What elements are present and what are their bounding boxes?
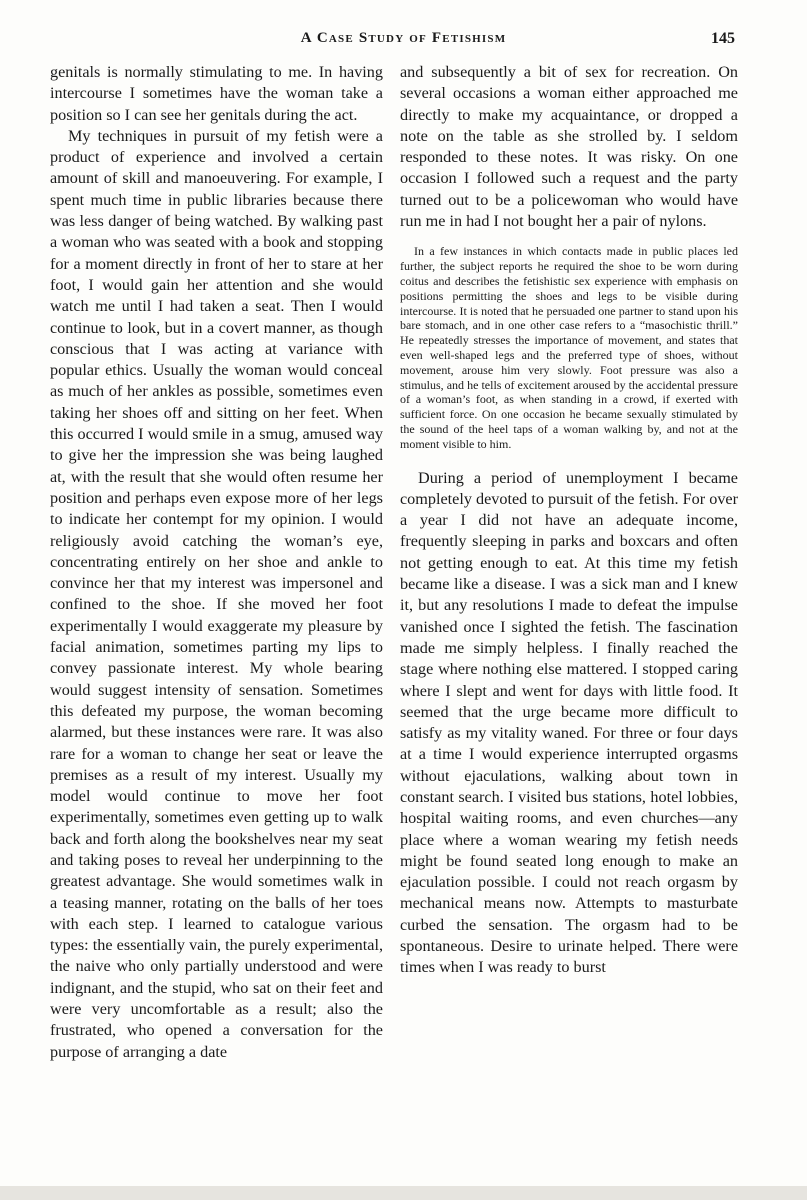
page-bottom-edge (0, 1186, 807, 1200)
left-paragraph-1: genitals is normally stimulating to me. In having intercourse I sometimes have the woman take a position so I can see her genitals during the act. (50, 63, 383, 124)
left-paragraph-2: My techniques in pursuit of my fetish were a product of experience and involved a certain amount of skill and manoeuvering. For example, I spent much time in public libraries because there was less danger of being watched. By walking past a woman who was seated with a book and stopping for a moment directly in front of her to stare at her foot, I would gain her attention and she would watch me until I had taken a seat. Then I would continue to look, but in a covert manner, as though conscious that I was acting at variance with popular ethics. Usually the woman would conceal as much of her ankles as possible, sometimes even taking her shoes off and sitting on her feet. When this occurred I would smile in a smug, amused way to give her the impression she was being laughed at, with the result that she would often resume her position and perhaps even expose more of her legs to indicate her contempt for my opinion. I would religiously avoid catching the woman’s eye, concentrating entirely on her shoe and ankle to convince her that my interest was impersonel and confined to the shoe. If she moved her foot experimentally I would exaggerate my pleasure by facial animation, sometimes parting my lips to convey passionate interest. My whole bearing would suggest intensity of sensation. Sometimes this defeated my purpose, the woman becoming alarmed, but these instances were rare. It was also rare for a woman to change her seat or leave the premises as a result of my interest. Usually my model would continue to move her foot experimentally, sometimes even getting up to walk back and forth along the bookshelves near my seat and taking poses to reveal her underpinning to the greatest advantage. She would sometimes walk in a teasing manner, rotating on the balls of her toes with each step. I learned to catalogue various types: the essentially vain, the purely experimental, the naive who only partially understood and were indignant, and the stupid, who sat on their feet and were very uncomfortable as a result; also the frustrated, who opened a conversation for the purpose of arranging a date (50, 126, 383, 1061)
running-title: A Case Study of Fetishism (300, 30, 507, 46)
right-column (400, 62, 738, 979)
case-note: In a few instances in which contacts made in public places led further, the subject reports he required the shoe to be worn during coitus and describes the fetishistic sex experience with emphasis on positions permitting the shoes and legs to be visible during intercourse. It is noted that he persuaded one partner to stand upon his bare stomach, and in one other case refers to a “masochistic thrill.” He repeatedly stresses the importance of movement, and states that even well-shaped legs and the preferred type of shoes, without movement, arouse him very slowly. Foot pressure was also a stimulus, and he tells of excitement aroused by the accidental pressure of a woman’s foot, as when standing in a crowd, if exerted with sufficient force. On one occasion he became sexually stimulated by the sound of the heel taps of a woman walking by, and not at the moment visible to him. (400, 244, 738, 451)
right-paragraph-2: During a period of unemployment I became completely devoted to pursuit of the fetish. For over a year I did not have an adequate income, frequently sleeping in parks and boxcars and often not getting enough to eat. At this time my fetish became like a disease. I was a sick man and I knew it, but any resolutions I made to defeat the impulse vanished once I sighted the fetish. The fascination made me simply helpless. I finally reached the stage where nothing else mattered. I stopped caring where I slept and went for days with little food. It seemed that the urge became more difficult to satisfy as my vitality waned. For three or four days at a time I would experience interrupted orgasms without ejaculations, walking about town in constant search. I visited bus stations, hotel lobbies, hospital waiting rooms, and even churches—any place where a woman wearing my fetish needs might be found seated long enough to make an ejaculation possible. I could not reach orgasm by mechanical means now. Attempts to masturbate curbed the sensation. The orgasm had to be spontaneous. Desire to urinate helped. There were times when I was ready to burst (400, 468, 738, 977)
left-column (50, 62, 383, 1063)
page-number: 145 (711, 30, 735, 47)
right-paragraph-1: and subsequently a bit of sex for recreation. On several occasions a woman either approached me directly to make my acquaintance, or dropped a note on the table as she strolled by. I seldom responded to these notes. It was risky. On one occasion I followed such a request and the party turned out to be a policewoman who would have run me in had I not bought her a pair of nylons. (400, 63, 738, 231)
